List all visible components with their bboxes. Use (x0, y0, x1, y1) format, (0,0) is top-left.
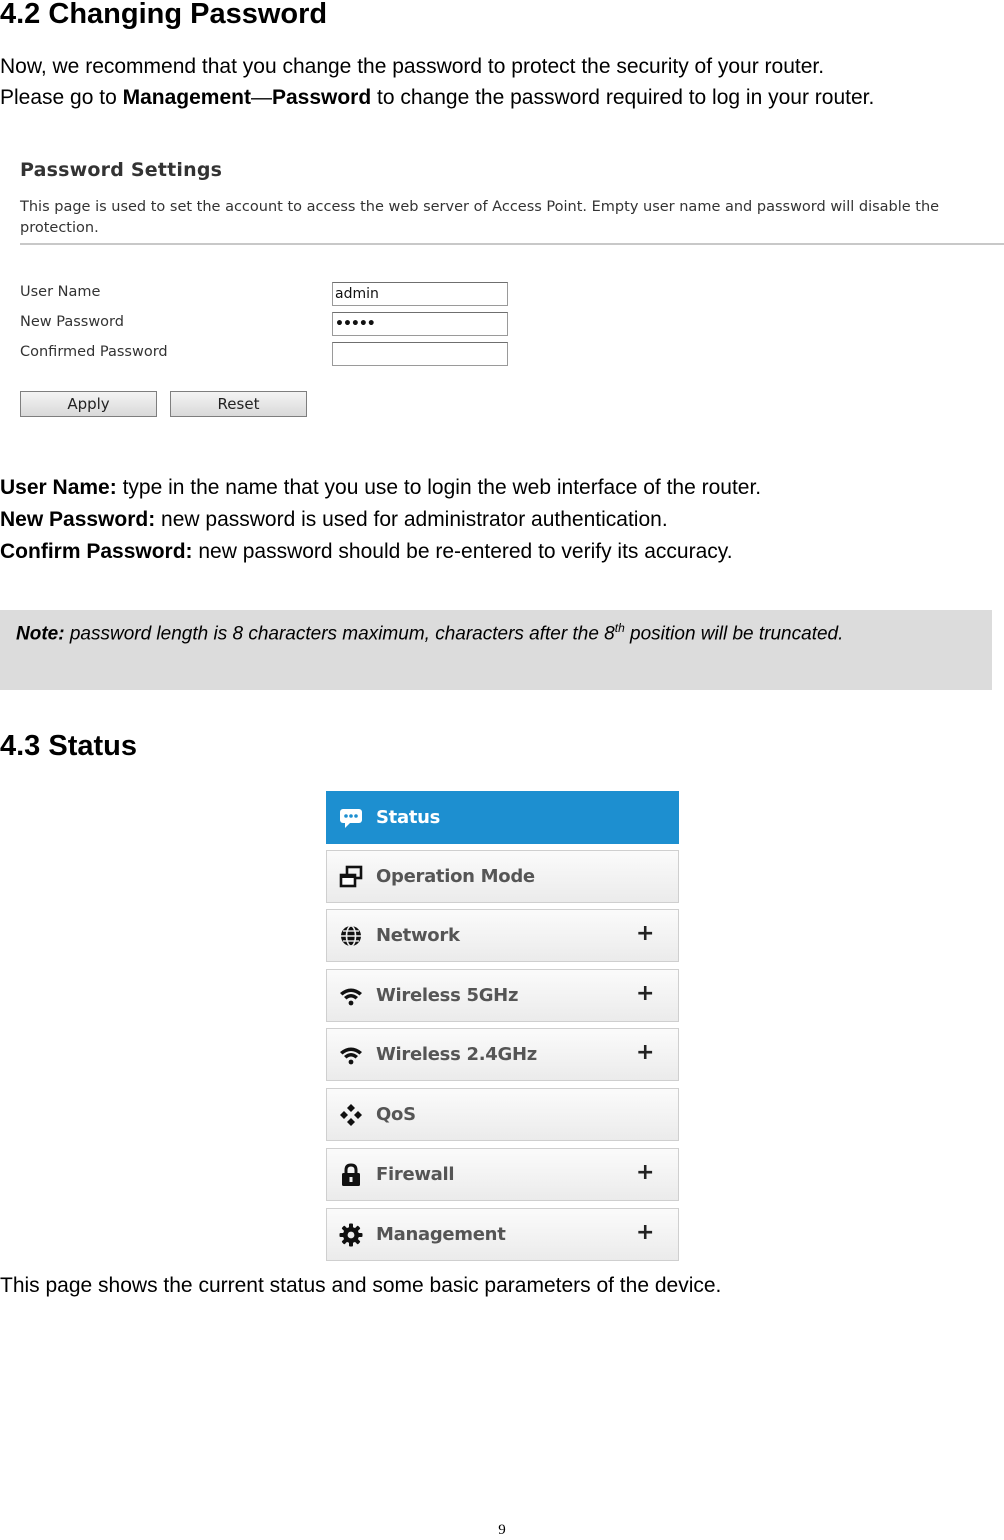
menu-item-label: Operation Mode (376, 866, 535, 887)
menu-item-label: Status (376, 807, 441, 828)
definition-new-password (0, 504, 668, 536)
note-text (16, 621, 843, 645)
intro-paragraph (0, 83, 1004, 113)
menu-item-firewall[interactable] (326, 1148, 679, 1201)
page-number: 9 (498, 1522, 506, 1538)
username-input[interactable] (332, 282, 508, 306)
section-heading-status: 4.3 Status (0, 730, 137, 762)
windows-icon (339, 865, 363, 889)
definition-term: User Name: (0, 476, 117, 499)
confirm-password-input[interactable] (332, 342, 508, 366)
menu-item-operation-mode[interactable] (326, 850, 679, 903)
menu-item-label: Network (376, 925, 460, 946)
note-superscript: th (614, 621, 625, 635)
gear-icon (339, 1223, 363, 1247)
intro-line-1: Now, we recommend that you change the password to protect the security of your router. (0, 55, 825, 78)
definition-text: new password is used for administrator authentication. (155, 508, 668, 531)
definition-username (0, 472, 761, 504)
qos-icon (339, 1103, 363, 1127)
menu-item-label: Wireless 5GHz (376, 985, 519, 1006)
menu-management-text: Management (122, 86, 251, 109)
expand-icon[interactable]: + (636, 921, 655, 946)
expand-icon[interactable]: + (636, 1220, 655, 1245)
menu-item-label: Management (376, 1224, 506, 1245)
menu-password-text: Password (271, 86, 372, 109)
menu-item-label: QoS (376, 1104, 416, 1125)
menu-item-label: Firewall (376, 1164, 455, 1185)
password-settings-panel (20, 155, 1004, 425)
intro-post: to change the password required to log in your router. (371, 86, 875, 109)
apply-button[interactable]: Apply (20, 391, 157, 417)
password-settings-description: This page is used to set the account to access the web server of Access Point. Empty user name and password will disable the protection. (20, 199, 940, 236)
menu-item-network[interactable] (326, 909, 679, 962)
section-heading-password: 4.2 Changing Password (0, 0, 328, 30)
menu-item-management[interactable] (326, 1208, 679, 1261)
menu-item-wireless-5ghz[interactable] (326, 969, 679, 1022)
password-settings-title: Password Settings (20, 159, 223, 181)
chat-bubble-icon (339, 806, 363, 830)
expand-icon[interactable]: + (636, 1040, 655, 1065)
divider (20, 243, 1004, 245)
definition-text: type in the name that you use to login the web interface of the router. (116, 476, 762, 499)
definition-text: new password should be re-entered to verify its accuracy. (192, 540, 733, 563)
definition-term: New Password: (0, 508, 156, 531)
new-password-label: New Password (20, 314, 124, 330)
menu-item-label: Wireless 2.4GHz (376, 1044, 537, 1065)
confirm-password-label: Confirmed Password (20, 344, 168, 360)
reset-button[interactable]: Reset (170, 391, 307, 417)
new-password-input[interactable] (332, 312, 508, 336)
note-label: Note: (16, 623, 65, 645)
intro-pre: Please go to (0, 86, 123, 109)
status-description: This page shows the current status and some basic parameters of the device. (0, 1274, 722, 1297)
globe-icon (339, 924, 363, 948)
menu-item-qos[interactable] (326, 1088, 679, 1141)
wifi-icon (339, 1043, 363, 1067)
expand-icon[interactable]: + (636, 1160, 655, 1185)
note-body-end: position will be truncated. (624, 623, 844, 645)
note-box (0, 610, 992, 690)
note-body: password length is 8 characters maximum, characters after the 8 (64, 623, 615, 645)
wifi-icon (339, 984, 363, 1008)
definition-confirm-password (0, 536, 733, 568)
definition-term: Confirm Password: (0, 540, 193, 563)
menu-item-status[interactable] (326, 791, 679, 844)
lock-icon (339, 1163, 363, 1187)
menu-item-wireless-24ghz[interactable] (326, 1028, 679, 1081)
dash: — (250, 86, 272, 109)
expand-icon[interactable]: + (636, 981, 655, 1006)
username-label: User Name (20, 284, 101, 300)
